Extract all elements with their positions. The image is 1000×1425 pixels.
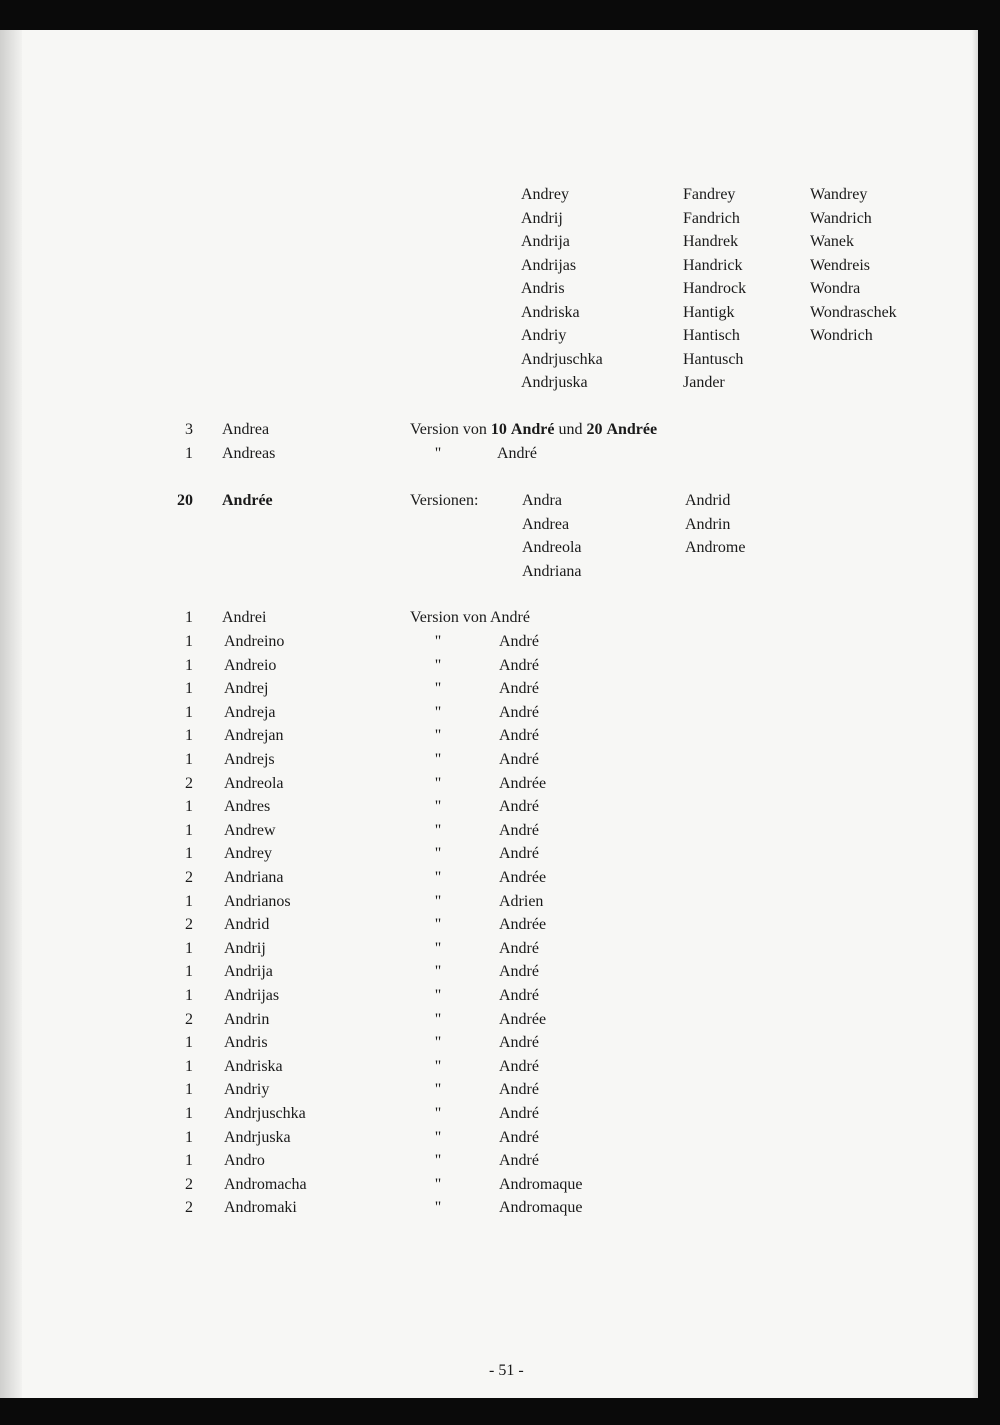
ditto-mark: ": [434, 1152, 442, 1169]
version-count: 20: [586, 421, 603, 438]
entry-count: 2: [185, 916, 193, 933]
top-col2-item: Jander: [683, 374, 725, 391]
top-col3-item: Wendreis: [810, 257, 871, 274]
entry-target: André: [499, 845, 539, 862]
entry-name: Andrej: [224, 680, 269, 697]
entry-target: André: [499, 1152, 539, 1169]
document-page: [0, 30, 978, 1398]
entry-target: Andrée: [499, 869, 547, 886]
top-col2-item: Hantusch: [683, 351, 744, 368]
top-col1-item: Andriska: [521, 304, 580, 321]
entry-name: Andrejan: [224, 727, 284, 744]
ditto-mark: ": [434, 1176, 442, 1193]
entry-target: André: [499, 1034, 539, 1051]
conjunction: und: [558, 421, 583, 438]
entry-count: 1: [185, 1152, 193, 1169]
version-name: André: [510, 421, 555, 438]
ditto-mark: ": [434, 845, 442, 862]
entry-name: Andro: [224, 1152, 265, 1169]
entry-target: Andromaque: [499, 1199, 583, 1216]
versions-label: Versionen:: [410, 492, 479, 509]
entry-note: Version von André: [410, 609, 530, 626]
top-col3-item: Wandrey: [810, 186, 868, 203]
entry-name: Andrew: [224, 822, 276, 839]
version-item: Andrid: [685, 492, 731, 509]
ditto-mark: ": [434, 893, 442, 910]
entry-count: 1: [185, 963, 193, 980]
version-name: Andrée: [606, 421, 658, 438]
version-item: Andrea: [522, 516, 570, 533]
top-col1-item: Andrija: [521, 233, 570, 250]
entry-target: André: [499, 987, 539, 1004]
ditto-mark: ": [434, 1011, 442, 1028]
ditto-mark: ": [434, 704, 442, 721]
entry-count: 1: [185, 1034, 193, 1051]
ditto-mark: ": [434, 798, 442, 815]
entry-name: Andrija: [224, 963, 273, 980]
entry-count: 2: [185, 869, 193, 886]
entry-target: André: [499, 727, 539, 744]
page-number: - 51 -: [489, 1362, 524, 1379]
entry-name: Andreino: [224, 633, 285, 650]
ditto-mark: ": [434, 727, 442, 744]
version-item: Andreola: [522, 539, 582, 556]
entry-name: Andris: [224, 1034, 268, 1051]
entry-target: André: [499, 1105, 539, 1122]
entry-name: Andrei: [222, 609, 267, 626]
page-edge: [972, 30, 978, 1398]
entry-count: 1: [185, 940, 193, 957]
version-item: Andra: [522, 492, 562, 509]
entry-name: Andrey: [224, 845, 272, 862]
entry-name: Andriy: [224, 1081, 270, 1098]
entry-count: 1: [185, 1081, 193, 1098]
top-col2-item: Handrock: [683, 280, 747, 297]
ditto-mark: ": [434, 1129, 442, 1146]
entry-count: 20: [177, 492, 193, 509]
entry-target: André: [499, 963, 539, 980]
entry-count: 3: [185, 421, 193, 438]
entry-name: Andrid: [224, 916, 270, 933]
ditto-mark: ": [434, 1105, 442, 1122]
entry-target: André: [499, 704, 539, 721]
ditto-mark: ": [434, 940, 442, 957]
top-col2-item: Handrek: [683, 233, 739, 250]
top-col1-item: Andrjuschka: [521, 351, 603, 368]
top-col2-item: Handrick: [683, 257, 743, 274]
entry-target: Andrée: [499, 775, 547, 792]
top-col1-item: Andrij: [521, 210, 563, 227]
entry-count: 1: [185, 893, 193, 910]
entry-count: 2: [185, 1199, 193, 1216]
entry-count: 1: [185, 445, 193, 462]
ditto-mark: ": [434, 633, 442, 650]
top-col1-item: Andris: [521, 280, 565, 297]
entry-target: André: [499, 1058, 539, 1075]
entry-name: Andreio: [224, 657, 277, 674]
entry-name: Andrijas: [224, 987, 280, 1004]
top-col1-item: Andrjuska: [521, 374, 588, 391]
ditto-mark: ": [434, 1199, 442, 1216]
entry-count: 1: [185, 798, 193, 815]
entry-name: Andromaki: [224, 1199, 297, 1216]
entry-name: Andrij: [224, 940, 266, 957]
top-col1-item: Andriy: [521, 327, 567, 344]
ditto-mark: ": [434, 963, 442, 980]
entry-count: 2: [185, 1176, 193, 1193]
entry-count: 1: [185, 1129, 193, 1146]
entry-target: Andrée: [499, 1011, 547, 1028]
entry-count: 1: [185, 987, 193, 1004]
entry-name: Andreas: [222, 445, 276, 462]
entry-count: 2: [185, 775, 193, 792]
entry-target: André: [499, 1129, 539, 1146]
entry-target: André: [497, 445, 537, 462]
ditto-mark: ": [434, 869, 442, 886]
entry-note: [410, 420, 657, 440]
entry-target: André: [499, 751, 539, 768]
ditto-mark: ": [434, 445, 442, 462]
ditto-mark: ": [434, 775, 442, 792]
entry-name: Andrin: [224, 1011, 270, 1028]
entry-count: 1: [185, 727, 193, 744]
entry-name: Andrjuska: [224, 1129, 291, 1146]
entry-name: Andrjuschka: [224, 1105, 306, 1122]
top-col2-item: Fandrey: [683, 186, 736, 203]
entry-target: Andromaque: [499, 1176, 583, 1193]
top-col2-item: Hantisch: [683, 327, 740, 344]
top-col3-item: Wondraschek: [810, 304, 897, 321]
entry-name: Andrea: [222, 421, 270, 438]
ditto-mark: ": [434, 987, 442, 1004]
entry-count: 1: [185, 845, 193, 862]
top-col3-item: Wondra: [810, 280, 861, 297]
entry-target: Andrée: [499, 916, 547, 933]
version-item: Andriana: [522, 563, 582, 580]
entry-count: 1: [185, 633, 193, 650]
entry-target: André: [499, 798, 539, 815]
entry-name: Andromacha: [224, 1176, 307, 1193]
ditto-mark: ": [434, 680, 442, 697]
top-col3-item: Wondrich: [810, 327, 873, 344]
entry-count: 1: [185, 657, 193, 674]
entry-count: 1: [185, 1058, 193, 1075]
entry-target: André: [499, 822, 539, 839]
entry-name: Andres: [224, 798, 271, 815]
version-item: Andrin: [685, 516, 731, 533]
ditto-mark: ": [434, 1081, 442, 1098]
entry-count: 1: [185, 822, 193, 839]
binding-shadow: [0, 30, 22, 1398]
entry-count: 2: [185, 1011, 193, 1028]
ditto-mark: ": [434, 751, 442, 768]
entry-name: Andriana: [224, 869, 284, 886]
entry-target: André: [499, 1081, 539, 1098]
entry-name: Andriska: [224, 1058, 283, 1075]
entry-count: 1: [185, 751, 193, 768]
top-col1-item: Andrey: [521, 186, 569, 203]
entry-target: André: [499, 940, 539, 957]
ditto-mark: ": [434, 822, 442, 839]
entry-target: André: [499, 633, 539, 650]
entry-target: André: [499, 680, 539, 697]
entry-name: Andreola: [224, 775, 284, 792]
entry-name: Andrianos: [224, 893, 291, 910]
top-col3-item: Wanek: [810, 233, 855, 250]
top-col3-item: Wandrich: [810, 210, 872, 227]
entry-count: 1: [185, 1105, 193, 1122]
version-item: Androme: [685, 539, 746, 556]
ditto-mark: ": [434, 916, 442, 933]
entry-name: Andrée: [222, 492, 273, 509]
entry-count: 1: [185, 680, 193, 697]
ditto-mark: ": [434, 1034, 442, 1051]
top-col1-item: Andrijas: [521, 257, 577, 274]
entry-name: Andreja: [224, 704, 276, 721]
entry-name: Andrejs: [224, 751, 275, 768]
entry-count: 1: [185, 704, 193, 721]
entry-target: Adrien: [499, 893, 544, 910]
ditto-mark: ": [434, 1058, 442, 1075]
entry-target: André: [499, 657, 539, 674]
top-col2-item: Fandrich: [683, 210, 740, 227]
version-count: 10: [490, 421, 507, 438]
ditto-mark: ": [434, 657, 442, 674]
top-col2-item: Hantigk: [683, 304, 735, 321]
entry-count: 1: [185, 609, 193, 626]
version-prefix: Version von: [410, 421, 487, 438]
